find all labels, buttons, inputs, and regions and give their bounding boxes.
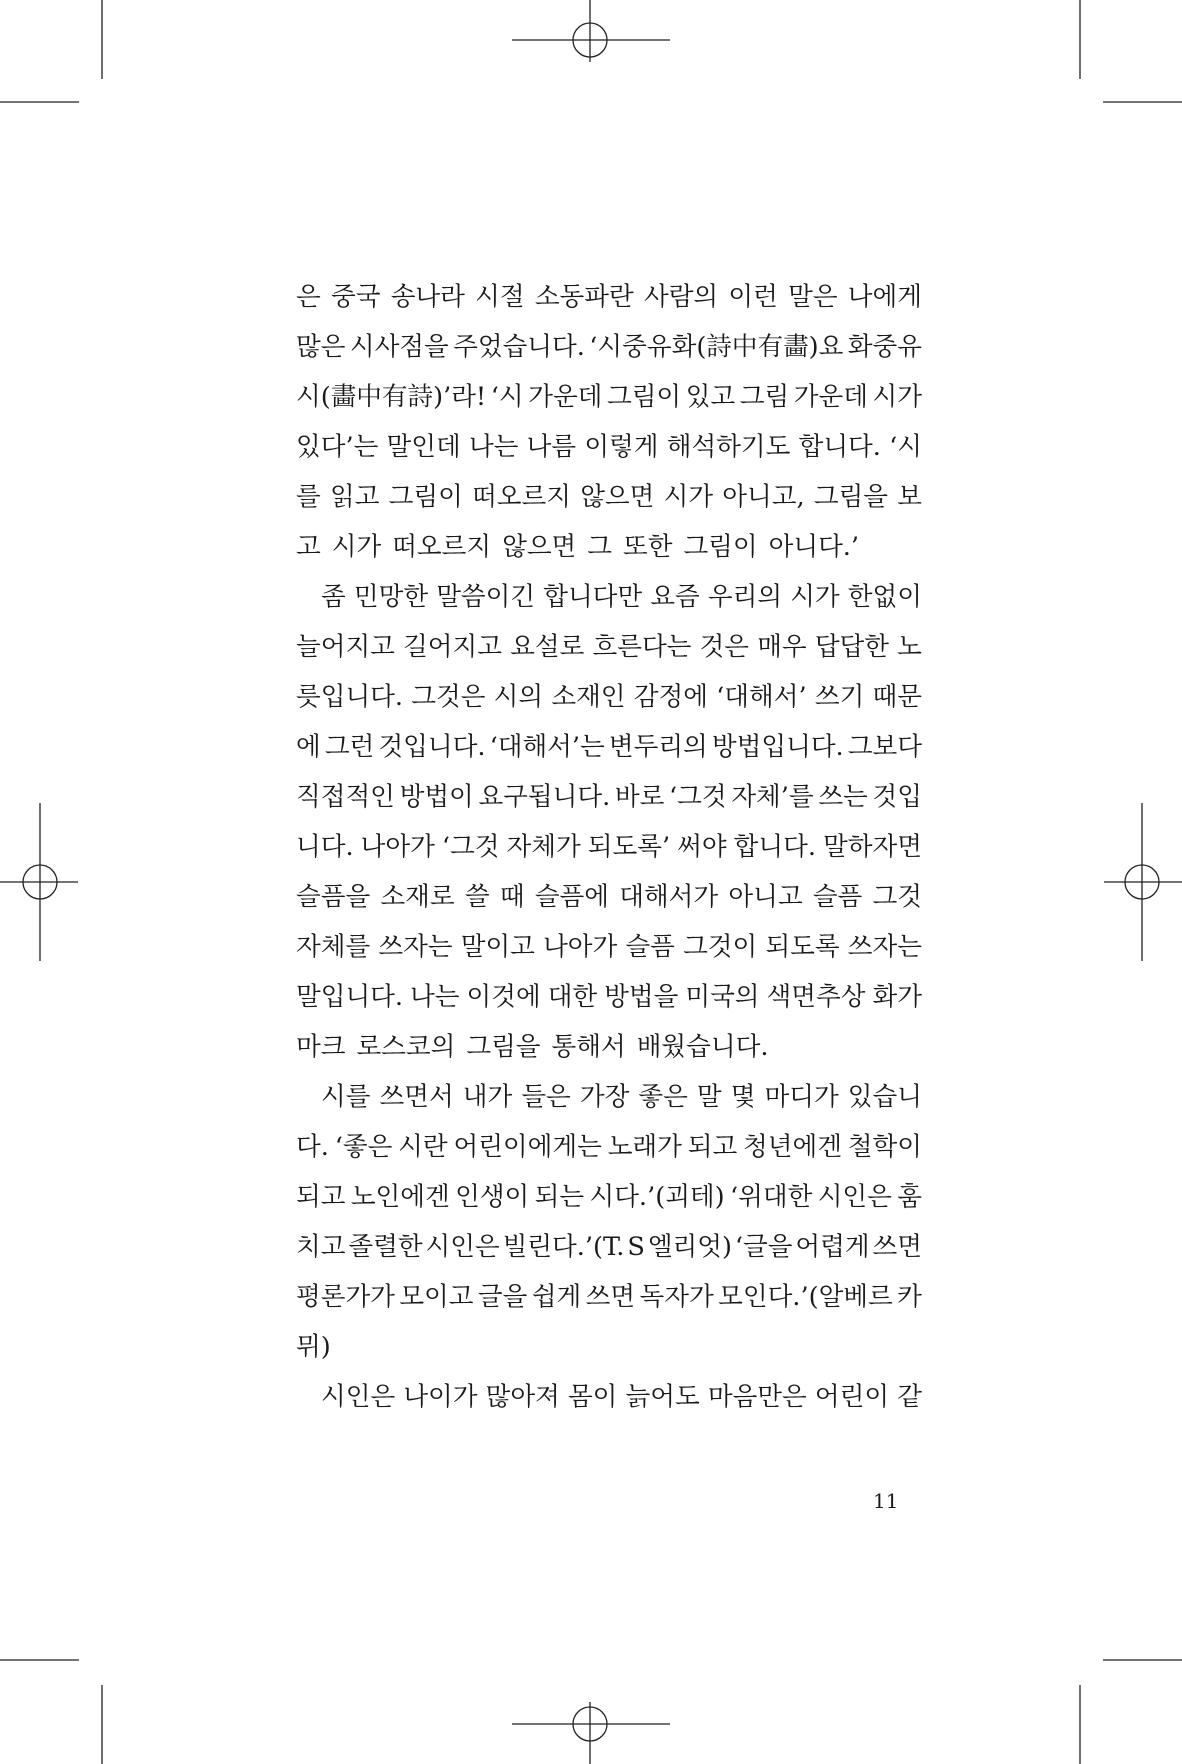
word: 배웠습니다. [636, 1032, 769, 1062]
word: 시가 [331, 532, 382, 562]
word: 시가 [790, 582, 840, 612]
word: 매우 [757, 632, 807, 662]
word: 시인은 [425, 1232, 500, 1262]
word: 흐른다는 [592, 632, 692, 662]
text-line [296, 822, 922, 872]
text-line [296, 1122, 922, 1172]
word: 철학이 [847, 1132, 922, 1162]
word: ‘시 [490, 382, 524, 412]
word: 되고 [687, 1132, 738, 1162]
word: 직접적인 [296, 782, 395, 812]
word: 그림 [739, 382, 790, 412]
word: 은 [296, 282, 321, 312]
word: 많은 [296, 332, 346, 362]
word: 시사점을 [349, 332, 449, 362]
word: ‘대해서’ [716, 682, 807, 712]
word: 자체가 [506, 832, 581, 862]
word: 대한 [547, 982, 598, 1012]
text-line [296, 472, 922, 522]
registration-mark-top [512, 0, 670, 62]
word: 중국 [330, 282, 381, 312]
word: 그림이 [388, 482, 463, 512]
word: 그림이 [683, 532, 758, 562]
text-line [296, 1372, 922, 1422]
word: 졸렬한 [348, 1232, 423, 1262]
word: 쓰면 [872, 1232, 922, 1262]
word: 그림을 [813, 482, 889, 512]
word: 고 [296, 532, 321, 562]
word: 이것에 [466, 982, 541, 1012]
word: 슬픔에 [534, 882, 609, 912]
word: 않으면 [580, 482, 655, 512]
word: 시가 [663, 482, 714, 512]
word: 시가 [872, 382, 922, 412]
word: 시를 [321, 1082, 371, 1112]
word: 자체’를 [731, 782, 814, 812]
word: 되고 [296, 1182, 346, 1212]
word: 뮈) [296, 1332, 331, 1362]
word: 마음만은 [707, 1382, 807, 1412]
word: 다. [296, 1132, 329, 1162]
word: 소재인 [551, 682, 626, 712]
word: ‘좋은 [334, 1132, 393, 1162]
text-line [296, 1322, 922, 1372]
word: 모인다.’(알베르 [718, 1282, 893, 1312]
word: 소동파란 [534, 282, 634, 312]
word: 릇입니다. [296, 682, 404, 712]
word: ‘그것 [441, 832, 500, 862]
word: 청년에겐 [743, 1132, 842, 1162]
word: 방법이 [399, 782, 474, 812]
word: 시란 [398, 1132, 448, 1162]
word: 감정에 [633, 682, 708, 712]
word: 노래가 [607, 1132, 682, 1162]
text-line [296, 1172, 922, 1222]
word: 니다. [296, 832, 354, 862]
word: 빌린다.’(T. [502, 1232, 625, 1262]
word: 어렵게 [795, 1232, 870, 1262]
word: ‘대해서’는 [489, 732, 605, 762]
text-line [296, 1222, 922, 1272]
word: 늙어도 [625, 1382, 700, 1412]
text-line [296, 872, 922, 922]
word: ‘글을 [734, 1232, 793, 1262]
word: 몇 [730, 1082, 756, 1112]
registration-mark-bottom [512, 1702, 670, 1764]
word: 써야 [677, 832, 727, 862]
word: 말입니다. [296, 982, 404, 1012]
word: 합니다. [733, 832, 816, 862]
word: 말이고 [460, 932, 535, 962]
word: 요구됩니다. [478, 782, 611, 812]
word: 평론가가 [296, 1282, 395, 1312]
word: 들은 [521, 1082, 571, 1112]
word: 쉽게 [531, 1282, 582, 1312]
text-line [296, 372, 922, 422]
word: 그것 [872, 882, 922, 912]
word: 이런 [728, 282, 778, 312]
word: 때문 [872, 682, 922, 712]
word: 합니다만 [543, 582, 643, 612]
word: 늘어지고 [296, 632, 395, 662]
word: 시다.’(괴테) [589, 1182, 725, 1212]
word: 있다’는 [296, 432, 379, 462]
word: 쓰기 [814, 682, 865, 712]
word: 색면추상 [766, 982, 866, 1012]
word: 내가 [462, 1082, 513, 1112]
text-line [296, 972, 922, 1022]
word: 가장 [579, 1082, 630, 1112]
word: 바로 [614, 782, 665, 812]
word: 해석하기도 [666, 432, 791, 462]
word: 있습니 [847, 1082, 922, 1112]
word: 길어지고 [403, 632, 502, 662]
word: 카 [897, 1282, 922, 1312]
word: 합니다. [798, 432, 881, 462]
word: 떠오르지 [472, 482, 571, 512]
word: 그림이 [606, 382, 682, 412]
word: 쓰는 [818, 782, 868, 812]
word: 우리의 [707, 582, 783, 612]
text-line [296, 422, 922, 472]
word: 화가 [872, 982, 922, 1012]
word: 화중유 [847, 332, 922, 362]
word: 같 [897, 1382, 922, 1412]
text-line [296, 572, 922, 622]
word: 때 [499, 882, 525, 912]
word: 방법입니다. [711, 732, 844, 762]
word: 그 [587, 532, 612, 562]
word: ‘시 [889, 432, 922, 462]
word: 좀 [321, 582, 346, 612]
word: 글을 [477, 1282, 528, 1312]
word: 되는 [534, 1182, 585, 1212]
text-line [296, 622, 922, 672]
word: 가운데 [793, 382, 868, 412]
word: 좋은 [638, 1082, 688, 1112]
word: 를 [296, 482, 321, 512]
word: 아니다.’ [768, 532, 860, 562]
word: 아니고, [722, 482, 805, 512]
word: 그림을 [466, 1032, 541, 1062]
word: 것입니다. [378, 732, 486, 762]
word: 아니고 [728, 882, 803, 912]
word: 답답한 [814, 632, 889, 662]
text-line [296, 1272, 922, 1322]
word: 사람의 [643, 282, 719, 312]
word: 되도록 [765, 932, 840, 962]
word: 그것은 [411, 682, 486, 712]
word: 어린이 [814, 1382, 890, 1412]
word: 시절 [475, 282, 525, 312]
word: 슬픔 [812, 882, 863, 912]
word: 마디가 [764, 1082, 839, 1112]
word: 말하자면 [823, 832, 922, 862]
word: 자체를 [296, 932, 371, 962]
registration-mark-right [1104, 803, 1182, 961]
word: 나아가 [543, 932, 618, 962]
word: 나에게 [847, 282, 922, 312]
word: 엘리엇) [647, 1232, 732, 1262]
word: 쓰면서 [379, 1082, 454, 1112]
word: 요즘 [650, 582, 700, 612]
text-line [296, 1072, 922, 1122]
word: ‘그것 [669, 782, 727, 812]
word: 그것이 [683, 932, 758, 962]
text-line [296, 272, 922, 322]
word: 그런 [324, 732, 375, 762]
word: 요설로 [510, 632, 585, 662]
word: 있고 [685, 382, 736, 412]
word: 읽고 [329, 482, 380, 512]
text-line [296, 772, 922, 822]
word: 시(畵中有詩)’라! [296, 382, 487, 412]
word: 쓰자는 [378, 932, 453, 962]
text-line [296, 522, 922, 572]
word: 송나라 [390, 282, 465, 312]
word: 나름 [526, 432, 577, 462]
word: 모이고 [399, 1282, 474, 1312]
word: 시의 [493, 682, 544, 712]
word: 에 [296, 732, 321, 762]
word: 대해서가 [619, 882, 719, 912]
word: 쓰자는 [847, 932, 922, 962]
word: 보 [897, 482, 922, 512]
word: 것은 [699, 632, 750, 662]
word: S [627, 1232, 645, 1262]
word: 노 [897, 632, 922, 662]
word: 치고 [296, 1232, 346, 1262]
word: 가운데 [528, 382, 603, 412]
word: 방법을 [604, 982, 679, 1012]
word: 미국의 [685, 982, 760, 1012]
word: 말씀이긴 [436, 582, 536, 612]
word: 한없이 [847, 582, 922, 612]
word: 민망한 [353, 582, 429, 612]
text-line [296, 1022, 922, 1072]
word: 또한 [623, 532, 673, 562]
word: 훔 [897, 1182, 922, 1212]
word: 주었습니다. [453, 332, 585, 362]
body-text [296, 272, 922, 1422]
word: 슬픔 [625, 932, 675, 962]
word: 변두리의 [608, 732, 708, 762]
word: 노인에겐 [350, 1182, 450, 1212]
word: ‘위대한 [730, 1182, 813, 1212]
word: 쓰면 [585, 1282, 636, 1312]
word: 몸이 [567, 1382, 618, 1412]
word: 인생이 [455, 1182, 530, 1212]
word: 독자가 [639, 1282, 714, 1312]
word: 나이가 [403, 1382, 478, 1412]
word: 나는 [410, 982, 460, 1012]
text-line [296, 672, 922, 722]
word: 어린이에게는 [453, 1132, 602, 1162]
word: 나는 [468, 432, 519, 462]
word: 나아가 [360, 832, 435, 862]
word: 것입 [872, 782, 922, 812]
word: 않으면 [502, 532, 577, 562]
word: 많아져 [485, 1382, 560, 1412]
page-number: 11 [873, 1489, 899, 1513]
word: 통해서 [551, 1032, 626, 1062]
word: 되도록’ [587, 832, 671, 862]
word: 시인은 [321, 1382, 396, 1412]
word: 말은 [788, 282, 838, 312]
word: 이렇게 [584, 432, 659, 462]
word: ‘시중유화(詩中有畵)요 [589, 332, 844, 362]
word: 로스코의 [356, 1032, 456, 1062]
word: 시인은 [817, 1182, 892, 1212]
word: 말인데 [386, 432, 461, 462]
word: 마크 [296, 1032, 346, 1062]
text-line [296, 922, 922, 972]
word: 그보다 [847, 732, 922, 762]
word: 슬픔을 [296, 882, 371, 912]
text-line [296, 322, 922, 372]
word: 말 [696, 1082, 722, 1112]
text-line [296, 722, 922, 772]
word: 소재로 [380, 882, 455, 912]
word: 떠오르지 [392, 532, 492, 562]
word: 쓸 [464, 882, 490, 912]
registration-mark-left [0, 803, 78, 961]
